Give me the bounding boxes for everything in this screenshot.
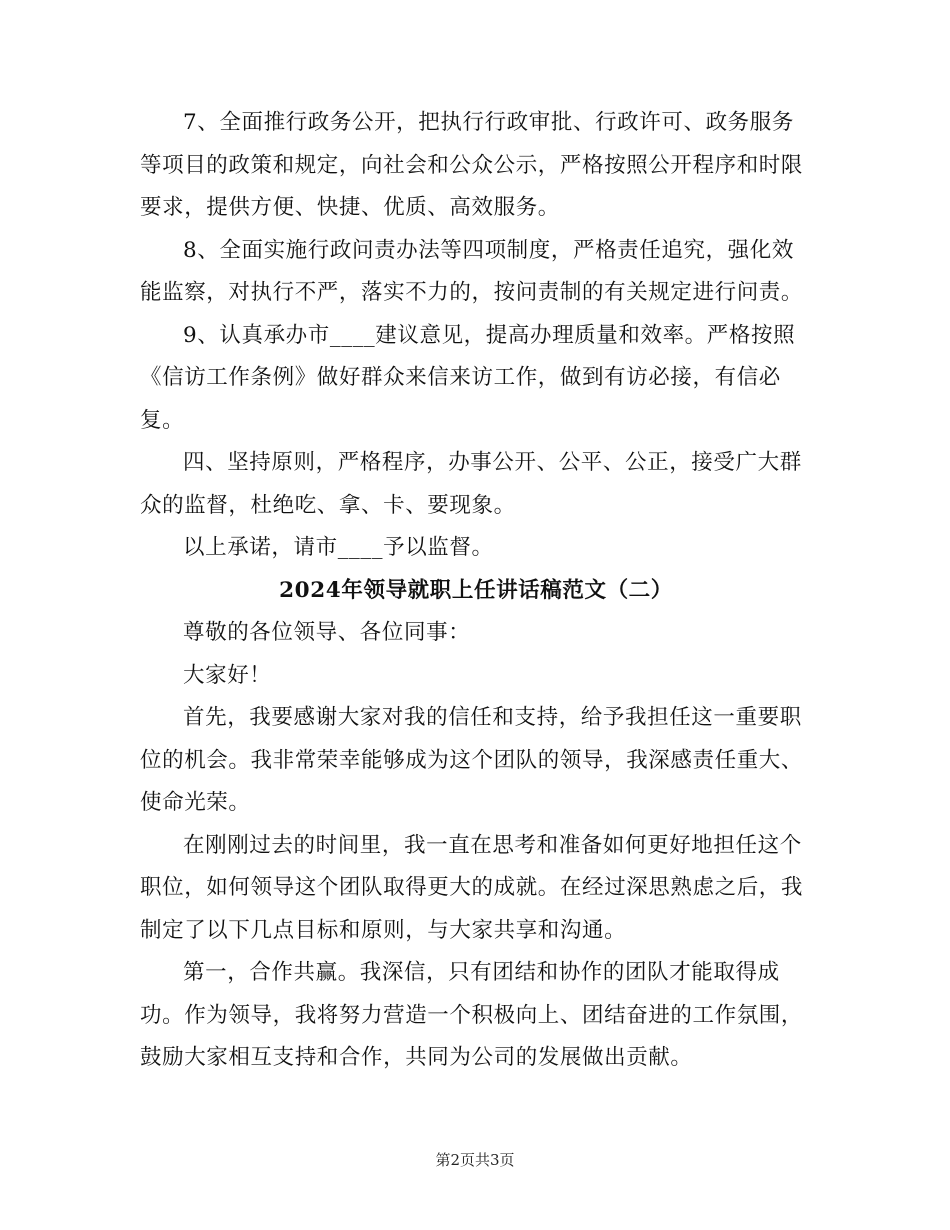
section-title: 2024年领导就职上任讲话稿范文（二） [279,577,673,603]
page-indicator: 第2页共3页 [435,1151,515,1169]
paragraph-first-principle: 第一，合作共赢。我深信，只有团结和协作的团队才能取得成功。作为领导，我将努力营造一个积极向上、团结奋进的工作氛围，鼓励大家相互支持和合作，共同为公司的发展做出贡献。 [140,960,804,1070]
document-body [140,102,812,1080]
paragraph-section-four: 四、坚持原则，严格程序，办事公开、公平、公正，接受广大群众的监督，杜绝吃、拿、卡、要现象。 [140,450,802,518]
paragraph-item-7: 7、全面推行政务公开，把执行行政审批、行政许可、政务服务等项目的政策和规定，向社会和公众公示，严格按照公开程序和时限要求，提供方便、快捷、优质、高效服务。 [140,110,804,220]
paragraph-greeting: 大家好！ [183,662,272,688]
paragraph-closing: 以上承诺，请市____予以监督。 [183,535,494,560]
paragraph-item-8: 8、全面实施行政问责办法等四项制度，严格责任追究，强化效能监察，对执行不严，落实不力的，按问责制的有关规定进行问责。 [140,237,804,305]
paragraph-item-9: 9、认真承办市____建议意见，提高办理质量和效率。严格按照《信访工作条例》做好群众来信来访工作，做到有访必接，有信必复。 [140,322,796,433]
paragraph-thanks: 首先，我要感谢大家对我的信任和支持，给予我担任这一重要职位的机会。我非常荣幸能够成为这个团队的领导，我深感责任重大、使命光荣。 [140,705,804,815]
paragraph-planning: 在刚刚过去的时间里，我一直在思考和准备如何更好地担任这个职位，如何领导这个团队取得更大的成就。在经过深思熟虑之后，我制定了以下几点目标和原则，与大家共享和沟通。 [140,832,804,943]
paragraph-salutation: 尊敬的各位领导、各位同事： [183,620,471,645]
